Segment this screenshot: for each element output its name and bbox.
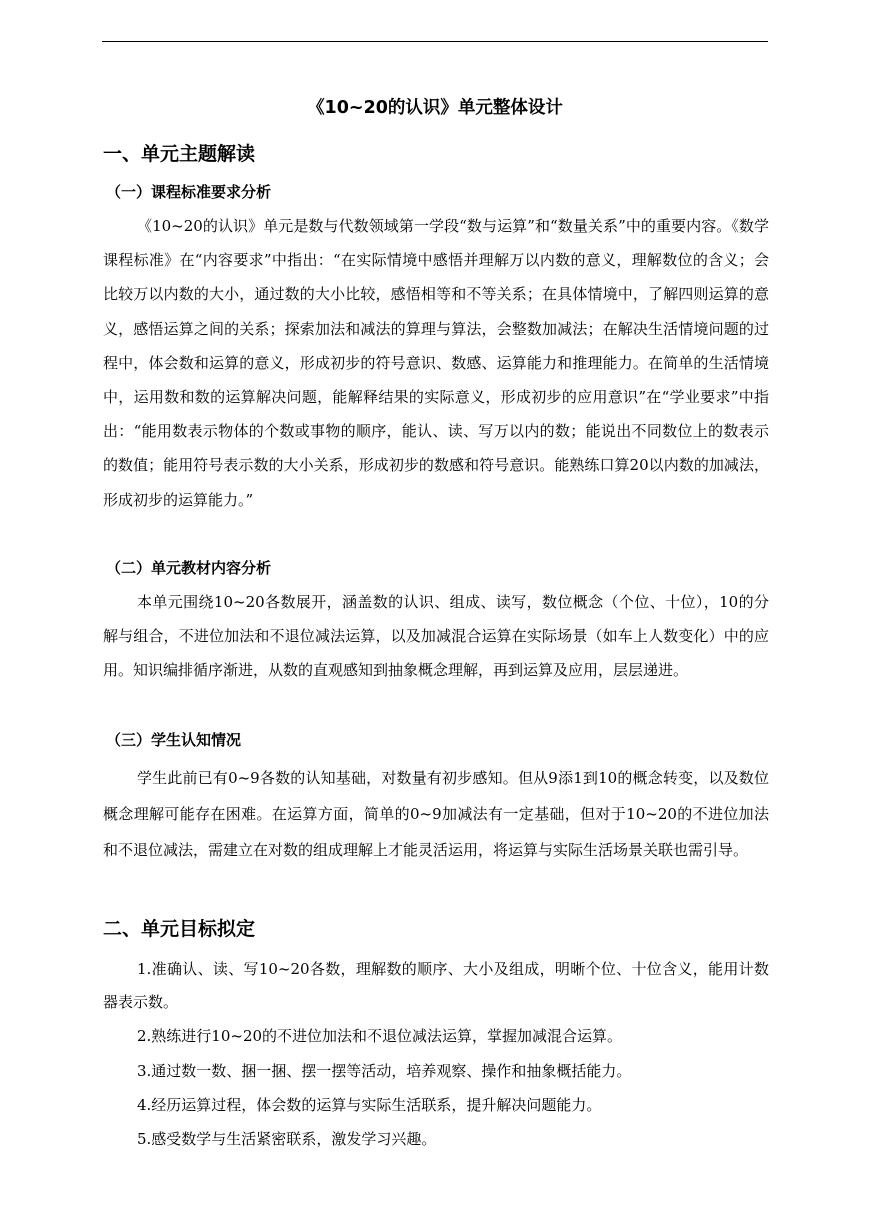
paragraph-textbook-content: 本单元围绕10~20各数展开，涵盖数的认识、组成、读写，数位概念（个位、十位），10的分解与组合，不进位加法和不退位减法运算，以及加减混合运算在实际场景（如车上人数变化）中的应用。知识编排循序渐进，从数的直观感知到抽象概念理解，再到运算及应用，层层递进。 (103, 593, 769, 680)
subsection-heading-1: （一）课程标准要求分析 (106, 183, 272, 201)
section-heading-2: 二、单元目标拟定 (103, 918, 256, 940)
header-rule (102, 41, 768, 42)
goal-item-1: 1.准确认、读、写10~20各数，理解数的顺序、大小及组成，明晰个位、十位含义，能用计数器表示数。 (103, 960, 769, 1011)
goal-item-3: 3.通过数一数、捆一捆、摆一摆等活动，培养观察、操作和抽象概括能力。 (137, 1062, 632, 1080)
subsection-heading-2: （二）单元教材内容分析 (106, 559, 272, 577)
document-title: 《10~20的认识》单元整体设计 (307, 98, 563, 118)
subsection-heading-3: （三）学生认知情况 (106, 731, 242, 749)
paragraph-curriculum-standards: 《10~20的认识》单元是数与代数领域第一学段“数与运算”和“数量关系”中的重要内容。《数学课程标准》在“内容要求”中指出：“在实际情境中感悟并理解万以内数的意义，理解数位的含义；会比较万以内数的大小，通过数的大小比较，感悟相等和不等关系；在具体情境中，了解四则运算的意义，感悟运算之间的关系；探索加法和减法的算理与算法，会整数加减法；在解决生活情境问题的过程中，体会数和运算的意义，形成初步的符号意识、数感、运算能力和推理能力。在简单的生活情境中，运用数和数的运算解决问题，能解释结果的实际意义，形成初步的应用意识”在“学业要求”中指出：“能用数表示物体的个数或事物的顺序，能认、读、写万以内的数；能说出不同数位上的数表示的数值；能用符号表示数的大小关系，形成初步的数感和符号意识。能熟练口算20以内数的加减法，形成初步的运算能力。” (103, 217, 769, 509)
paragraph-student-cognition: 学生此前已有0~9各数的认知基础，对数量有初步感知。但从9添1到10的概念转变，以及数位概念理解可能存在困难。在运算方面，简单的0~9加减法有一定基础，但对于10~20的不进位加法和不退位减法，需建立在对数的组成理解上才能灵活运用，将运算与实际生活场景关联也需引导。 (103, 769, 769, 859)
goal-item-4: 4.经历运算过程，体会数的运算与实际生活联系，提升解决问题能力。 (137, 1096, 602, 1114)
goal-item-5: 5.感受数学与生活紧密联系，激发学习兴趣。 (137, 1130, 437, 1148)
section-heading-1: 一、单元主题解读 (103, 143, 256, 165)
goal-item-2: 2.熟练进行10~20的不进位加法和不退位减法运算，掌握加减混合运算。 (137, 1027, 623, 1045)
